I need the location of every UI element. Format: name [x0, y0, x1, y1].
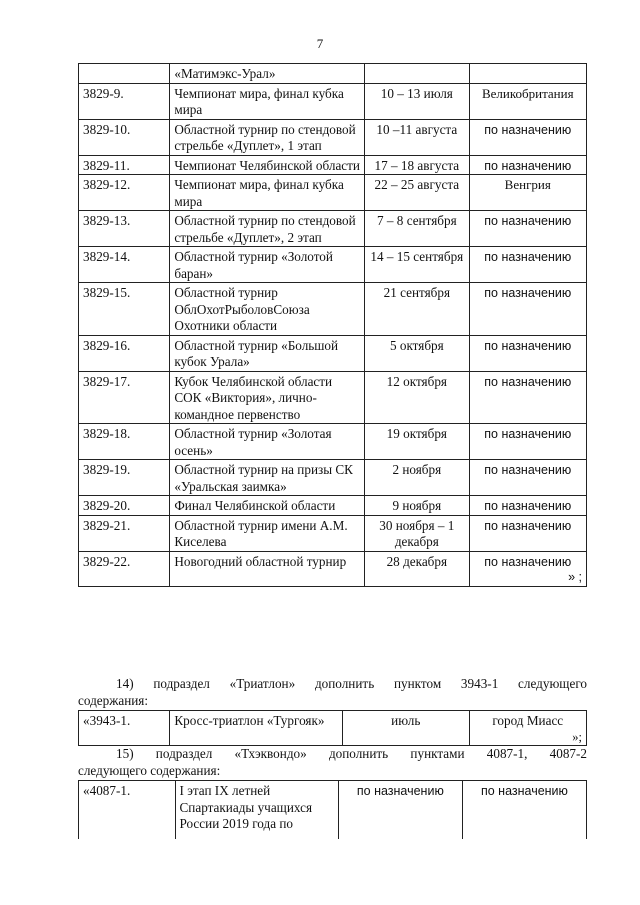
paragraph-14 — [78, 676, 587, 709]
paragraph-15-line1: 15) подраздел «Тхэквондо» дополнить пунктами 4087-1, 4087-2 — [116, 746, 587, 761]
table-row — [79, 496, 587, 516]
row-name: Областной турнир по стендовой стрельбе «Дуплет», 2 этап — [170, 211, 365, 247]
table-row — [79, 247, 587, 283]
row-code: 3829-17. — [79, 371, 170, 424]
row-location: Великобритания — [469, 83, 586, 119]
row-name: I этап IX летней Спартакиады учащихся России 2019 года по — [175, 781, 338, 840]
page-number: 7 — [316, 36, 324, 51]
row-location: по назначению — [484, 554, 572, 569]
row-date: 2 ноября — [365, 460, 469, 496]
row-location: по назначению — [469, 283, 586, 336]
table-row — [79, 83, 587, 119]
row-code: 3829-20. — [79, 496, 170, 516]
row-name: Областной турнир по стендовой стрельбе «Дуплет», 1 этап — [170, 119, 365, 155]
row-location: по назначению — [469, 371, 586, 424]
row-name: Чемпионат мира, финал кубка мира — [170, 175, 365, 211]
row-name: «Матимэкс-Урал» — [170, 64, 365, 84]
row-name: Чемпионат Челябинской области — [170, 155, 365, 175]
row-date: 30 ноября – 1 декабря — [365, 515, 469, 551]
row-code: 3829-11. — [79, 155, 170, 175]
table-row — [79, 711, 587, 746]
row-code — [79, 64, 170, 84]
row-code: 3829-10. — [79, 119, 170, 155]
competition-table — [78, 63, 587, 587]
row-date: 10 –11 августа — [365, 119, 469, 155]
row-location: по назначению — [469, 119, 586, 155]
row-name: Областной турнир имени А.М. Киселева — [170, 515, 365, 551]
row-location: по назначению — [469, 424, 586, 460]
row-code: 3829-16. — [79, 335, 170, 371]
row-code: 3829-21. — [79, 515, 170, 551]
row-date: 14 – 15 сентября — [365, 247, 469, 283]
row-date: 21 сентября — [365, 283, 469, 336]
row-name: Областной турнир «Золотой баран» — [170, 247, 365, 283]
table-row — [79, 781, 587, 840]
paragraph-14-line2: содержания: — [78, 692, 149, 708]
row-code: 3829-9. — [79, 83, 170, 119]
row-code: 3829-19. — [79, 460, 170, 496]
taekwondo-table — [78, 780, 587, 839]
row-name: Областной турнир на призы СК «Уральская заимка» — [170, 460, 365, 496]
row-code: 3829-12. — [79, 175, 170, 211]
row-name: Кубок Челябинской области СОК «Виктория», лично-командное первенство — [170, 371, 365, 424]
table-row — [79, 211, 587, 247]
table-row — [79, 551, 587, 586]
table-row — [79, 335, 587, 371]
row-name: Областной турнир ОблОхотРыболовСоюза Охотники области — [170, 283, 365, 336]
row-code: 3829-15. — [79, 283, 170, 336]
row-date: 28 декабря — [365, 551, 469, 586]
row-name: Чемпионат мира, финал кубка мира — [170, 83, 365, 119]
row-name: Новогодний областной турнир — [170, 551, 365, 586]
closing-quote: » ; — [568, 570, 582, 584]
row-date: 7 – 8 сентября — [365, 211, 469, 247]
paragraph-15 — [78, 746, 587, 779]
row-location: Венгрия — [469, 175, 586, 211]
row-location: по назначению — [469, 496, 586, 516]
row-location: по назначению — [469, 247, 586, 283]
row-location: по назначению — [469, 515, 586, 551]
row-date: 12 октября — [365, 371, 469, 424]
paragraph-15-line2: следующего содержания: — [78, 762, 221, 778]
row-date — [365, 64, 469, 84]
row-location-cell — [469, 711, 586, 746]
row-code: «4087-1. — [79, 781, 176, 840]
closing-quote: »; — [572, 729, 582, 744]
row-date: 19 октября — [365, 424, 469, 460]
row-location-cell — [469, 551, 586, 586]
row-location: по назначению — [462, 781, 586, 840]
row-name: Областной турнир «Золотая осень» — [170, 424, 365, 460]
row-code: 3829-13. — [79, 211, 170, 247]
row-date: 10 – 13 июля — [365, 83, 469, 119]
table-row — [79, 155, 587, 175]
row-date: по назначению — [338, 781, 462, 840]
paragraph-14-line1: 14) подраздел «Триатлон» дополнить пунктом 3943-1 следующего — [116, 676, 587, 691]
table-row — [79, 515, 587, 551]
triathlon-table — [78, 710, 587, 746]
row-date: 5 октября — [365, 335, 469, 371]
table-row — [79, 283, 587, 336]
table-row — [79, 175, 587, 211]
table-row — [79, 424, 587, 460]
row-code: 3829-22. — [79, 551, 170, 586]
row-code: 3829-18. — [79, 424, 170, 460]
row-location: город Миасс — [492, 713, 564, 728]
row-location — [469, 64, 586, 84]
row-date: июль — [343, 711, 469, 746]
row-code: «3943-1. — [79, 711, 170, 746]
row-location: по назначению — [469, 335, 586, 371]
row-location: по назначению — [469, 211, 586, 247]
table-row — [79, 371, 587, 424]
table-row — [79, 64, 587, 84]
row-date: 9 ноября — [365, 496, 469, 516]
table-row — [79, 460, 587, 496]
row-date: 22 – 25 августа — [365, 175, 469, 211]
table-row — [79, 119, 587, 155]
row-location: по назначению — [469, 155, 586, 175]
row-name: Кросс-триатлон «Тургояк» — [170, 711, 343, 746]
row-location: по назначению — [469, 460, 586, 496]
row-name: Финал Челябинской области — [170, 496, 365, 516]
row-code: 3829-14. — [79, 247, 170, 283]
row-name: Областной турнир «Большой кубок Урала» — [170, 335, 365, 371]
row-date: 17 – 18 августа — [365, 155, 469, 175]
